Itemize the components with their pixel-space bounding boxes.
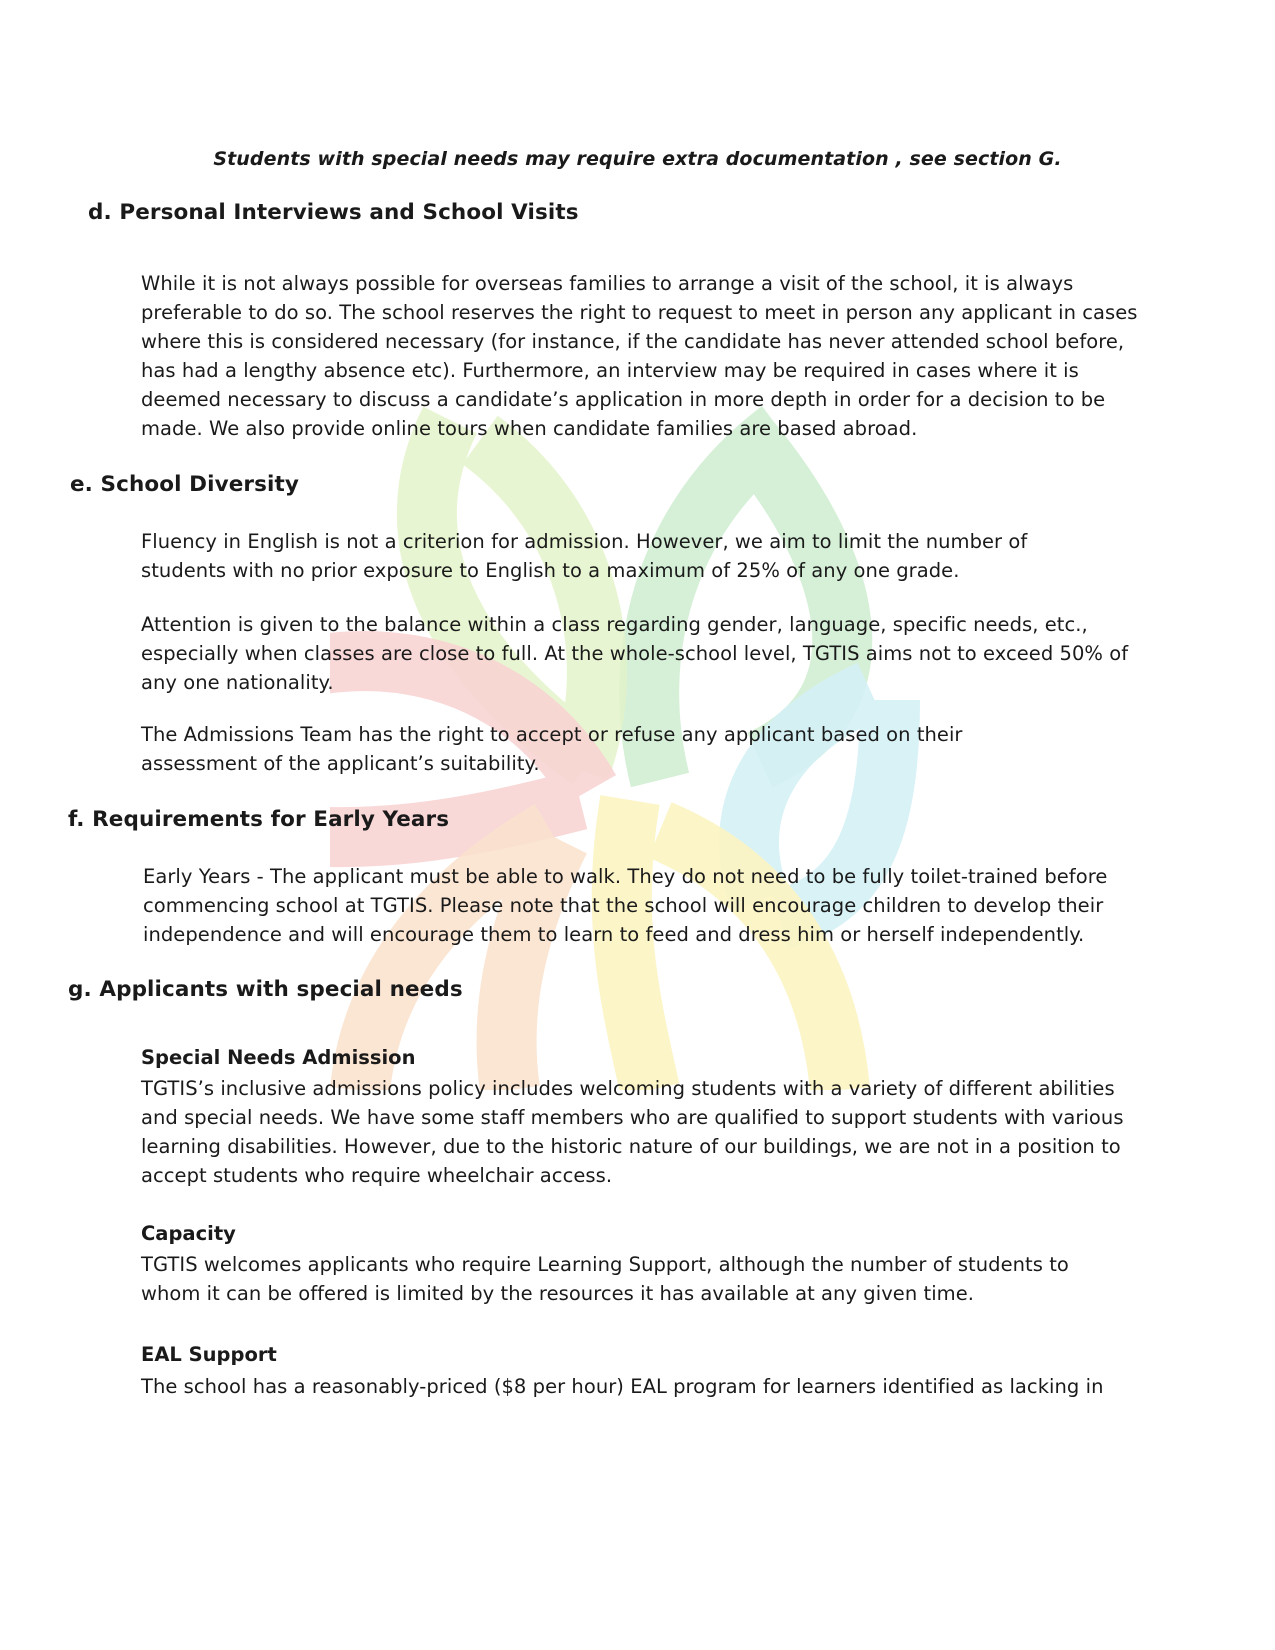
paragraph-line: made. We also provide online tours when candidate families are based abroad. bbox=[141, 417, 918, 440]
section-e-paragraph-1 bbox=[141, 527, 1027, 585]
capacity-paragraph bbox=[141, 1250, 1069, 1308]
paragraph-line: Fluency in English is not a criterion for admission. However, we aim to limit the number of bbox=[141, 530, 1028, 553]
paragraph-line: TGTIS welcomes applicants who require Learning Support, although the number of students to bbox=[141, 1253, 1069, 1276]
section-e-paragraph-3 bbox=[141, 720, 963, 778]
paragraph-line: and special needs. We have some staff members who are qualified to support students with various bbox=[141, 1106, 1124, 1129]
paragraph-line: especially when classes are close to full. At the whole-school level, TGTIS aims not to exceed 50% of bbox=[141, 642, 1129, 665]
section-g-heading: g. Applicants with special needs bbox=[68, 977, 463, 1002]
paragraph-line: learning disabilities. However, due to the historic nature of our buildings, we are not in a position to bbox=[141, 1135, 1121, 1158]
eal-support-subheading: EAL Support bbox=[141, 1343, 277, 1366]
special-needs-admission-paragraph bbox=[141, 1074, 1124, 1190]
paragraph-line: whom it can be offered is limited by the resources it has available at any given time. bbox=[141, 1282, 975, 1305]
special-needs-admission-subheading: Special Needs Admission bbox=[141, 1046, 416, 1069]
section-e-heading: e. School Diversity bbox=[70, 472, 299, 497]
paragraph-line: independence and will encourage them to learn to feed and dress him or herself independently. bbox=[143, 923, 1085, 946]
paragraph-line: commencing school at TGTIS. Please note that the school will encourage children to develop their bbox=[143, 894, 1104, 917]
paragraph-line: deemed necessary to discuss a candidate’s application in more depth in order for a decision to be bbox=[141, 388, 1106, 411]
section-d-heading: d. Personal Interviews and School Visits bbox=[88, 200, 579, 225]
paragraph-line: accept students who require wheelchair access. bbox=[141, 1164, 613, 1187]
paragraph-line: students with no prior exposure to English to a maximum of 25% of any one grade. bbox=[141, 559, 960, 582]
eal-support-paragraph bbox=[141, 1372, 1103, 1401]
paragraph-line: The school has a reasonably-priced ($8 per hour) EAL program for learners identified as lacking in bbox=[141, 1375, 1104, 1398]
section-e-paragraph-2 bbox=[141, 610, 1128, 697]
special-needs-note: Students with special needs may require extra documentation , see section G. bbox=[213, 148, 1062, 170]
paragraph-line: any one nationality. bbox=[141, 671, 334, 694]
section-d-paragraph bbox=[141, 269, 1138, 443]
paragraph-line: Early Years - The applicant must be able to walk. They do not need to be fully toilet-trained before bbox=[143, 865, 1108, 888]
paragraph-line: TGTIS’s inclusive admissions policy includes welcoming students with a variety of different abilities bbox=[141, 1077, 1115, 1100]
paragraph-line: The Admissions Team has the right to accept or refuse any applicant based on their bbox=[141, 723, 963, 746]
paragraph-line: Attention is given to the balance within a class regarding gender, language, specific needs, etc., bbox=[141, 613, 1088, 636]
paragraph-line: preferable to do so. The school reserves the right to request to meet in person any applicant in cases bbox=[141, 301, 1138, 324]
section-f-heading: f. Requirements for Early Years bbox=[68, 807, 450, 832]
capacity-subheading: Capacity bbox=[141, 1222, 236, 1245]
paragraph-line: where this is considered necessary (for instance, if the candidate has never attended school before, bbox=[141, 330, 1125, 353]
paragraph-line: assessment of the applicant’s suitability. bbox=[141, 752, 540, 775]
paragraph-line: While it is not always possible for overseas families to arrange a visit of the school, it is always bbox=[141, 272, 1074, 295]
section-f-paragraph bbox=[143, 862, 1107, 949]
paragraph-line: has had a lengthy absence etc). Furthermore, an interview may be required in cases where it is bbox=[141, 359, 1079, 382]
